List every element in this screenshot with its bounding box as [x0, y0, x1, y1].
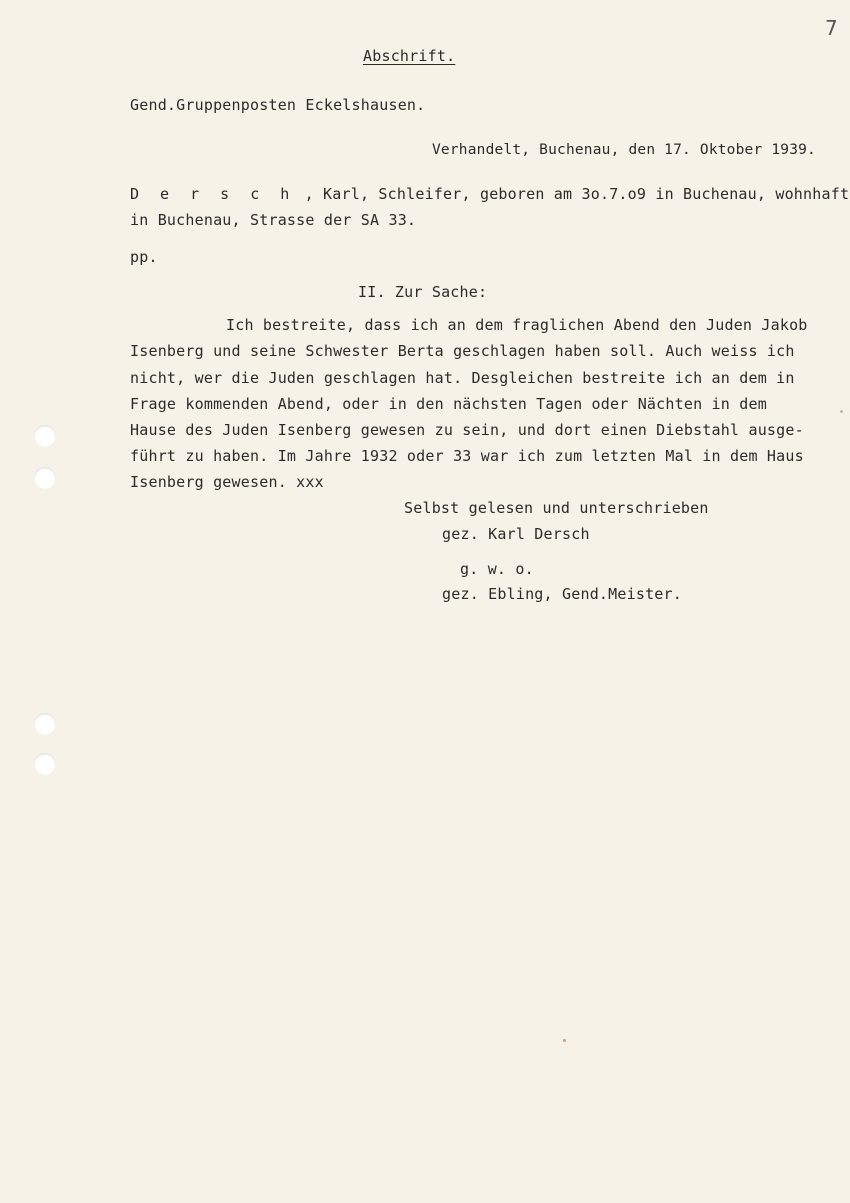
punch-hole [34, 713, 56, 735]
body-line: Frage kommenden Abend, oder in den nächsten Tagen oder Nächten in dem [130, 395, 767, 413]
body-line: nicht, wer die Juden geschlagen hat. Desgleichen bestreite ich an dem in [130, 369, 795, 387]
punch-hole [34, 467, 56, 489]
body-line: Ich bestreite, dass ich an dem fraglichen Abend den Juden Jakob [226, 316, 808, 334]
person-details: , Karl, Schleifer, geboren am 3o.7.o9 in Buchenau, wohnhaft [295, 185, 850, 203]
document-heading: Abschrift. [363, 47, 456, 65]
paper-mark [840, 410, 843, 413]
section-heading: II. Zur Sache: [358, 283, 488, 301]
pp-marker: pp. [130, 248, 158, 266]
read-signed-line: Selbst gelesen und unterschrieben [404, 499, 709, 517]
page-number: 7 [825, 16, 838, 40]
punch-hole [34, 753, 56, 775]
person-line-1 [130, 185, 849, 203]
signed-by-line: gez. Karl Dersch [442, 525, 590, 543]
officer-line: gez. Ebling, Gend.Meister. [442, 585, 682, 603]
office-line: Gend.Gruppenposten Eckelshausen. [130, 96, 426, 114]
body-line: führt zu haben. Im Jahre 1932 oder 33 war ich zum letzten Mal in dem Haus [130, 447, 804, 465]
person-name-spaced: D e r s c h [130, 185, 296, 203]
body-line: Hause des Juden Isenberg gewesen zu sein, und dort einen Diebstahl ausge- [130, 421, 804, 439]
person-line-2: in Buchenau, Strasse der SA 33. [130, 211, 417, 229]
body-line: Isenberg und seine Schwester Berta geschlagen haben soll. Auch weiss ich [130, 342, 795, 360]
gwo-line: g. w. o. [460, 560, 534, 578]
punch-hole [34, 425, 56, 447]
place-date-line: Verhandelt, Buchenau, den 17. Oktober 1939. [432, 142, 816, 158]
paper-speck [563, 1039, 566, 1042]
body-line: Isenberg gewesen. xxx [130, 473, 324, 491]
